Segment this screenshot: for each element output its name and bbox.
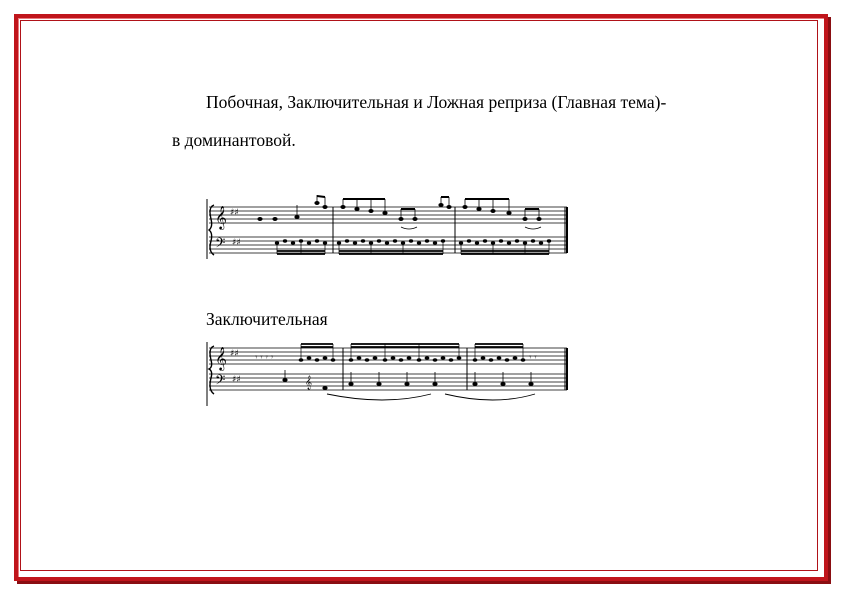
treble-beams — [301, 344, 523, 347]
staff-lines-treble — [209, 207, 567, 223]
treble-clef-change-icon: 𝄞 — [305, 375, 313, 389]
sharp-icon: ♯♯ — [230, 208, 239, 218]
bass-clef-icon: 𝄢 — [215, 235, 226, 254]
staff-lines-bass — [209, 374, 567, 390]
heading-line-2: в доминантовой. — [172, 130, 296, 150]
rests: 𝄾 𝄾 𝄾 𝄾 — [255, 353, 274, 363]
sharp-icon: ♯♯ — [230, 349, 239, 359]
bass-notes — [282, 378, 533, 390]
music-score-second-theme — [205, 193, 573, 263]
treble-notes — [299, 356, 526, 362]
barlines — [333, 207, 567, 253]
tie-arc — [327, 394, 431, 400]
treble-clef-icon: 𝄞 — [215, 346, 227, 370]
treble-clef-icon: 𝄞 — [215, 205, 227, 229]
bass-beams — [277, 251, 549, 254]
brace-icon — [209, 346, 214, 394]
music-score-closing-theme — [205, 340, 573, 408]
brace-icon — [209, 205, 214, 255]
bass-sixteenth-notes — [275, 239, 551, 244]
caption-closing-theme: Заключительная — [206, 309, 328, 329]
heading-line-1: Побочная, Заключительная и Ложная реприза (Главная тема)- — [206, 92, 667, 112]
tie-arc — [445, 394, 535, 400]
sharp-icon: ♯♯ — [232, 238, 241, 248]
bass-clef-icon: 𝄢 — [215, 372, 226, 391]
sharp-icon: ♯♯ — [232, 375, 241, 385]
rests: 𝄾 𝄾 — [529, 353, 537, 363]
